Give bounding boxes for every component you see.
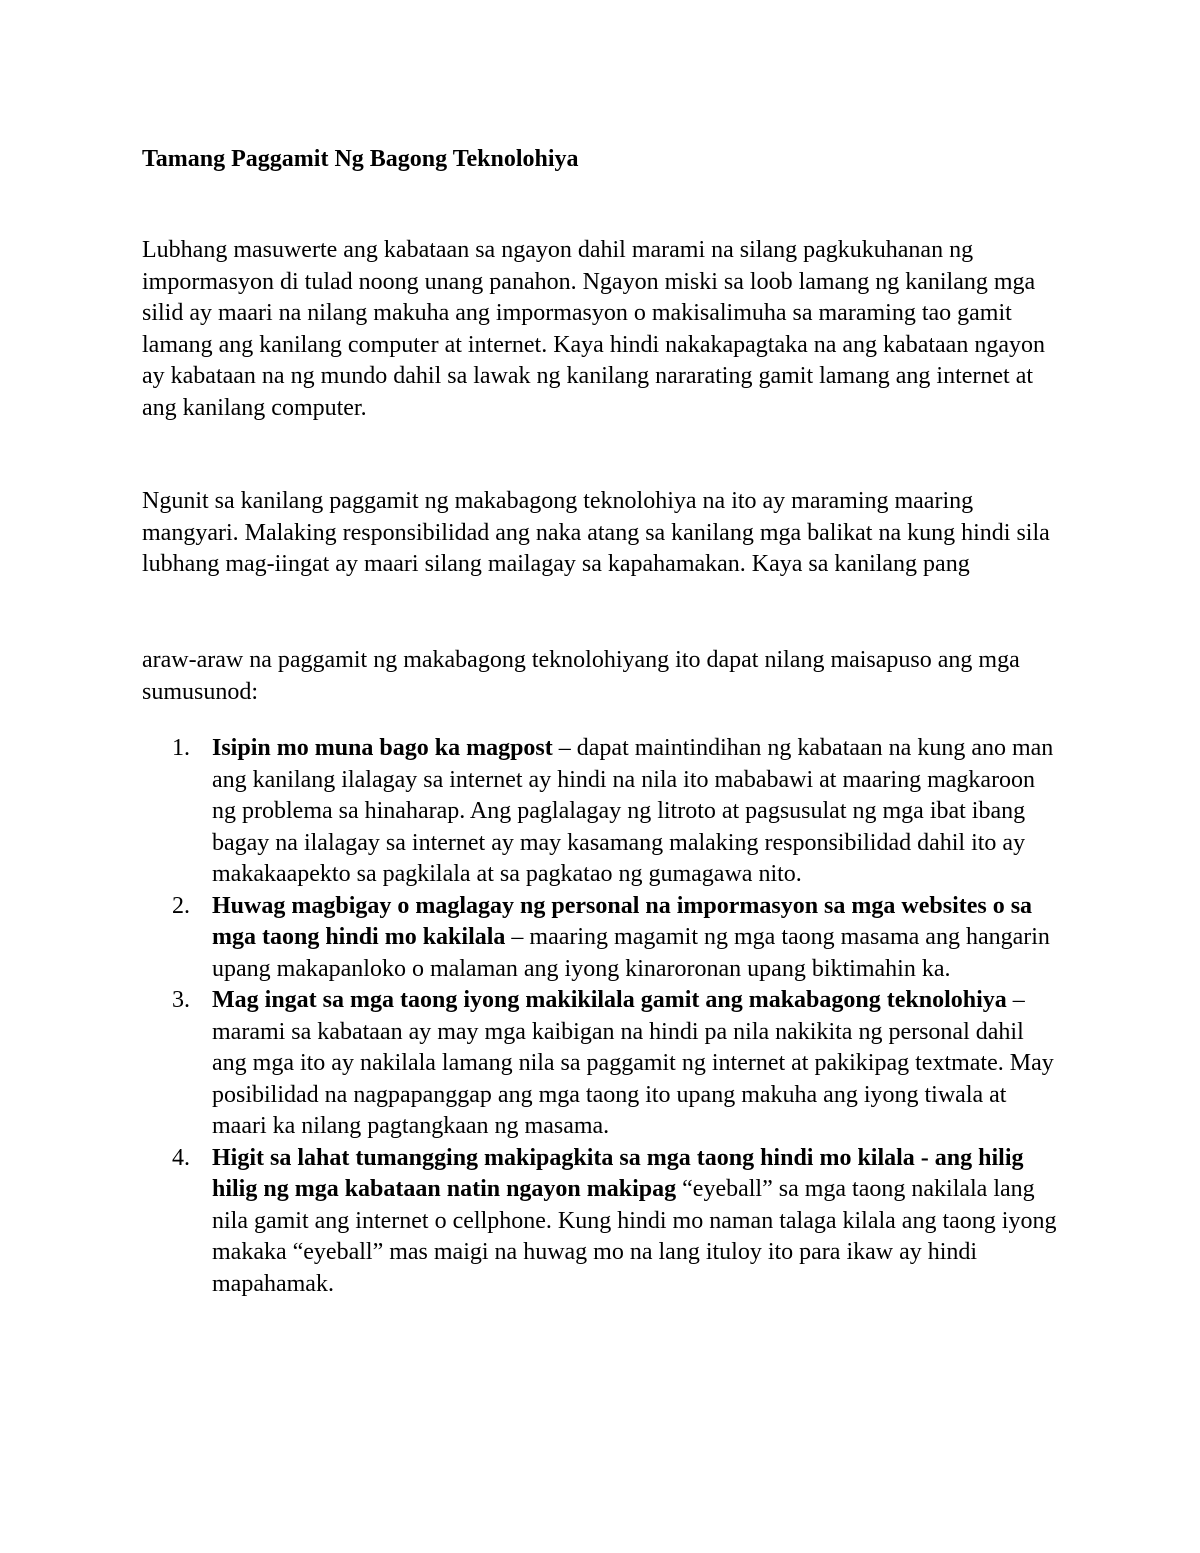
list-item: [142, 891, 1062, 986]
list-item-text: – marami sa kabataan ay may mga kaibigan na hindi pa nila nakikita ng personal dahil ang mga ito ay nakilala lamang nila sa paggamit ng internet at pakikipag textmate. May posibilidad na nagpapanggap ang mga taong ito upang makuha ang iyong tiwala at maari ka nilang pagtangkaan ng masama.: [212, 987, 1054, 1139]
paragraph-intro: Lubhang masuwerte ang kabataan sa ngayon dahil marami na silang pagkukuhanan ng impormasyon di tulad noong unang panahon. Ngayon miski sa loob lamang ng kanilang mga silid ay maari na nilang makuha ang impormasyon o makisalimuha sa maraming tao gamit lamang ang kanilang computer at internet. Kaya hindi nakakapagtaka na ang kabataan ngayon ay kabataan na ng mundo dahil sa lawak ng kanilang nararating gamit lamang ang internet at ang kanilang computer.: [142, 237, 1045, 421]
list-item-number: 3.: [172, 987, 190, 1013]
list-item-lead: Huwag magbigay o maglagay ng personal na impormasyon sa mga websites o sa mga taong hindi mo kakilala: [212, 892, 1033, 950]
list-item-text: – maaring magamit ng mga taong masama ang hangarin upang makapanloko o malaman ang iyong kinaroronan upang biktimahin ka.: [212, 924, 1050, 982]
list-item-lead: Isipin mo muna bago ka magpost: [212, 735, 553, 761]
document-title: Tamang Paggamit Ng Bagong Teknolohiya: [142, 146, 579, 172]
list-item: [142, 985, 1062, 1143]
list-item-text: “eyeball” sa mga taong nakilala lang nila gamit ang internet o cellphone. Kung hindi mo naman talaga kilala ang taong iyong makaka “eyeball” mas maigi na huwag mo na lang ituloy ito para ikaw ay hindi mapahamak.: [212, 1176, 1057, 1297]
guidelines-list: [142, 733, 1062, 1300]
list-item-text: – dapat maintindihan ng kabataan na kung ano man ang kanilang ilalagay sa internet ay hindi na nila ito mababawi at maaring magkaroon ng problema sa hinaharap. Ang paglalagay ng litroto at pagsusulat ng mga ibat ibang bagay na ilalagay sa internet ay may kasamang malaking responsibilidad dahil ito ay makakaapekto sa pagkilala at sa pagkatao ng gumagawa nito.: [212, 735, 1054, 887]
list-item-number: 4.: [172, 1144, 190, 1171]
list-item-number: 1.: [172, 735, 190, 761]
list-item-lead: Higit sa lahat tumangging makipagkita sa mga taong hindi mo kilala - ang hilig hilig ng mga kabataan natin ngayon makipag: [212, 1144, 1024, 1202]
list-item: [142, 1143, 1062, 1301]
paragraph-list-intro: araw-araw na paggamit ng makabagong teknolohiyang ito dapat nilang maisapuso ang mga sumusunod:: [142, 647, 1020, 705]
list-item: [142, 733, 1062, 891]
paragraph-responsibility: Ngunit sa kanilang paggamit ng makabagong teknolohiya na ito ay maraming maaring mangyari. Malaking responsibilidad ang naka atang sa kanilang mga balikat na kung hindi sila lubhang mag-iingat ay maari silang mailagay sa kapahamakan. Kaya sa kanilang pang: [142, 488, 1050, 577]
list-item-number: 2.: [172, 892, 190, 919]
list-item-lead: Mag ingat sa mga taong iyong makikilala gamit ang makabagong teknolohiya: [212, 987, 1007, 1013]
